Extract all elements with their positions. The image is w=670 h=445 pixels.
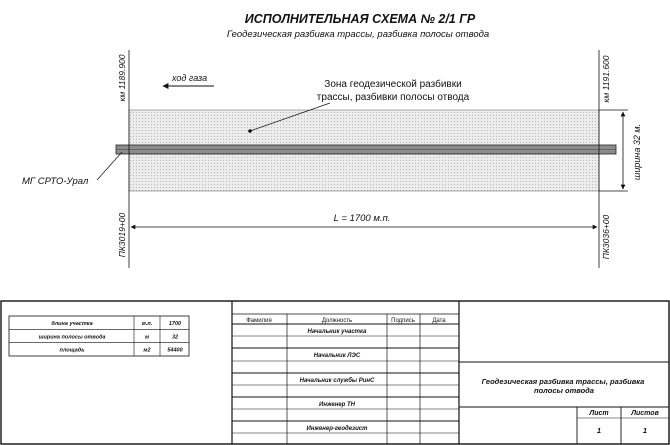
params-row-value: 1700 <box>168 321 182 327</box>
pk-right-label: ПК3036+00 <box>601 214 611 260</box>
signature-position: Начальник ЛЭС <box>313 353 361 359</box>
length-label: L = 1700 м.п. <box>333 213 391 224</box>
header-position: Должность <box>321 318 353 324</box>
drawing-title: ИСПОЛНИТЕЛЬНАЯ СХЕМА № 2/1 ГР <box>244 12 476 26</box>
params-row-value: 32 <box>171 334 179 341</box>
params-row-unit: м.п. <box>141 321 153 327</box>
header-surname: Фамилия <box>246 318 272 324</box>
stamp-description <box>482 377 647 395</box>
stamp-description-line: полосы отвода <box>534 386 594 395</box>
km-right-label: км 1191.600 <box>601 55 611 103</box>
sheet-label: Лист <box>589 410 609 417</box>
header-signature: Подпись <box>391 318 415 324</box>
params-row-name: ширина полосы отвода <box>38 334 106 341</box>
params-row-name: площадь <box>59 347 85 354</box>
params-row-unit: м <box>144 334 150 341</box>
params-row-unit: м2 <box>143 347 151 354</box>
signature-position: Инженер-геодезист <box>306 426 368 432</box>
signature-position: Начальник участка <box>307 329 367 335</box>
params-table <box>9 316 189 356</box>
stamp-area <box>459 362 669 444</box>
sheets-label: Листов <box>631 410 659 417</box>
zone-label-line2: трассы, разбивки полосы отвода <box>316 92 470 103</box>
params-row-name: длина участка <box>51 321 93 327</box>
signature-position: Начальник службы РинС <box>299 378 375 384</box>
pipeline-label: МГ СРТО-Урал <box>22 176 89 187</box>
signature-position: Инженер ТН <box>319 402 355 408</box>
sheet-value: 1 <box>596 426 602 435</box>
km-left-label: км 1189.900 <box>117 54 127 102</box>
zone-leader-dot <box>248 129 252 133</box>
params-row-value: 54400 <box>167 347 183 354</box>
drawing-subtitle: Геодезическая разбивка трассы, разбивка полосы отвода <box>226 29 490 40</box>
signatures-table <box>232 301 459 444</box>
pipeline-leader-line <box>97 152 122 180</box>
sheets-value: 1 <box>642 426 648 435</box>
zone-label-line1: Зона геодезической разбивки <box>324 79 462 90</box>
width-label: ширина 32 м. <box>632 123 642 181</box>
header-date: Дата <box>432 318 446 324</box>
gas-direction-label: ход газа <box>172 73 208 83</box>
pk-left-label: ПК3019+00 <box>117 212 127 258</box>
stamp-description-line: Геодезическая разбивка трассы, разбивка <box>481 377 645 386</box>
